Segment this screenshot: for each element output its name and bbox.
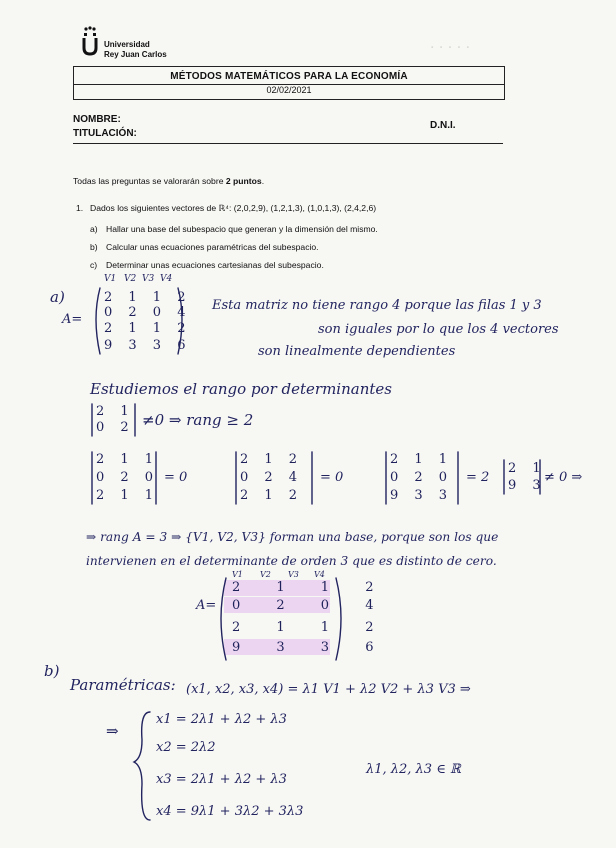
minor2-result: ≠0 ⇒ rang ≥ 2 — [142, 411, 254, 429]
matrix-a2-name: A= — [196, 598, 217, 613]
parametric-equation: x1 = 2λ1 + λ2 + λ3 — [156, 712, 287, 727]
det1-row: 0 2 0 — [96, 470, 160, 485]
dependence-note-line2: son iguales por lo que los 4 vectores — [318, 322, 559, 337]
matrix-a2-row: 2 1 1 2 — [232, 620, 390, 635]
university-name-line1: Universidad — [104, 40, 150, 49]
matrix-a-row: 2 1 1 2 — [104, 290, 192, 305]
det3-minor-row: 9 3 — [508, 478, 547, 493]
id-label: D.N.I. — [430, 120, 456, 131]
matrix-a2-row: 9 3 3 6 — [232, 640, 390, 655]
vector-label-v1: V1 — [232, 570, 243, 579]
part-c-text: Determinar unas ecuaciones cartesianas del subespacio. — [106, 260, 324, 270]
parameters-domain: λ1, λ2, λ3 ∈ ℝ — [366, 762, 461, 777]
minor2-row: 2 1 — [96, 404, 135, 419]
matrix-a2-row: 2 1 1 2 — [232, 580, 390, 595]
det3-row: 2 1 1 — [390, 452, 454, 467]
part-b-text: Calcular unas ecuaciones paramétricas del subespacio. — [106, 242, 319, 252]
det2-row: 2 1 2 — [240, 488, 304, 503]
matrix-a-row: 0 2 0 4 — [104, 305, 192, 320]
det1-result: = 0 — [164, 470, 188, 485]
answer-part-b-label: b) — [44, 662, 60, 680]
parametric-equation: x4 = 9λ1 + 3λ2 + 3λ3 — [156, 804, 304, 819]
degree-label: TITULACIÓN: — [73, 128, 137, 139]
matrix-a2-row: 0 2 0 4 — [232, 598, 390, 613]
vector-label-v2: V2 — [124, 274, 137, 284]
vector-label-v4: V4 — [314, 570, 325, 579]
parametric-combination: (x1, x2, x3, x4) = λ1 V1 + λ2 V2 + λ3 V3 ⇒ — [186, 682, 471, 697]
part-a-letter: a) — [90, 224, 98, 234]
det3-end: ≠ 0 ⇒ — [544, 470, 583, 485]
det1-row: 2 1 1 — [96, 488, 160, 503]
exam-date: 02/02/2021 — [266, 85, 312, 95]
course-title: MÉTODOS MATEMÁTICOS PARA LA ECONOMÍA — [170, 71, 408, 82]
part-b-letter: b) — [90, 242, 98, 252]
name-label: NOMBRE: — [73, 114, 121, 125]
matrix-a-name: A= — [62, 312, 83, 327]
university-name-line2: Rey Juan Carlos — [104, 50, 167, 59]
vector-label-v2: V2 — [260, 570, 271, 579]
parametric-equation: x3 = 2λ1 + λ2 + λ3 — [156, 772, 287, 787]
det3-row: 9 3 3 — [390, 488, 454, 503]
conclusion-line1: ⇒ rang A = 3 ⇒ {V1, V2, V3} forman una base, porque son los que — [86, 530, 499, 544]
part-c-letter: c) — [90, 260, 98, 270]
det3-mid: = 2 — [466, 470, 490, 485]
conclusion-line2: intervienen en el determinante de orden 3 que es distinto de cero. — [86, 554, 497, 568]
parametric-equation: x2 = 2λ2 — [156, 740, 216, 755]
bleed-through-text: · · · · · — [430, 40, 471, 56]
det2-result: = 0 — [320, 470, 344, 485]
question-statement: Dados los siguientes vectores de ℝ⁴: (2,0,2,9), (1,2,1,3), (1,0,1,3), (2,4,2,6) — [90, 203, 377, 213]
vector-label-v4: V4 — [160, 274, 173, 284]
dependence-note-line3: son linealmente dependientes — [258, 344, 456, 359]
answer-part-a-label: a) — [50, 288, 65, 306]
rank-heading: Estudiemos el rango por determinantes — [90, 380, 392, 398]
det2-row: 0 2 4 — [240, 470, 304, 485]
minor2-row: 0 2 — [96, 420, 135, 435]
part-a-text: Hallar una base del subespacio que generan y la dimensión del mismo. — [106, 224, 378, 234]
implies-arrow: ⇒ — [106, 722, 119, 740]
det1-row: 2 1 1 — [96, 452, 160, 467]
parametric-heading: Paramétricas: — [70, 676, 176, 694]
vector-label-v3: V3 — [288, 570, 299, 579]
matrix-a-row: 2 1 1 2 — [104, 321, 192, 336]
matrix-a-row: 9 3 3 6 — [104, 338, 192, 353]
instructions: Todas las preguntas se valorarán sobre 2 puntos. — [73, 176, 265, 186]
dependence-note-line1: Esta matriz no tiene rango 4 porque las filas 1 y 3 — [212, 298, 542, 313]
det3-row: 0 2 0 — [390, 470, 454, 485]
det2-row: 2 1 2 — [240, 452, 304, 467]
det3-minor-row: 2 1 — [508, 461, 547, 476]
vector-label-v1: V1 — [104, 274, 117, 284]
points-value: 2 puntos — [225, 176, 262, 186]
vector-label-v3: V3 — [142, 274, 155, 284]
question-number: 1. — [76, 203, 84, 213]
